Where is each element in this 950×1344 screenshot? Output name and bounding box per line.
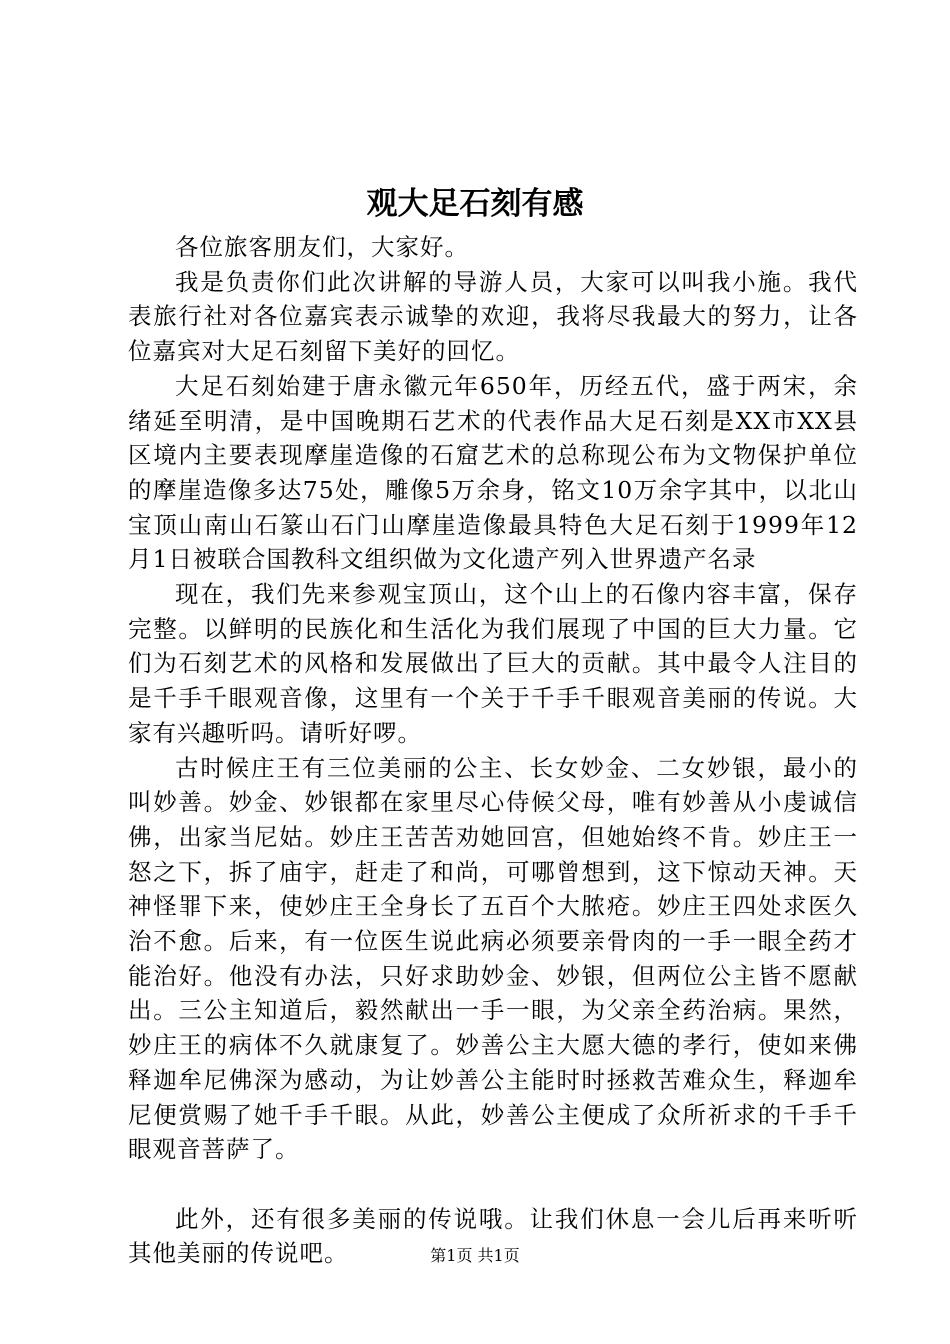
paragraph-greeting: 各位旅客朋友们，大家好。 <box>175 233 469 261</box>
paragraph-baodingshan: 现在，我们先来参观宝顶山，这个山上的石像内容丰富，保存完整。以鲜明的民族化和生活化为我们展现了中国的巨大力量。它们为石刻艺术的风格和发展做出了巨大的贡献。其中最令人注目的是千手千眼观音像，这里有一个关于千手千眼观音美丽的传说。大家有兴趣听吗。请听好啰。 <box>128 580 858 747</box>
page-footer: 第1页 共1页 <box>430 1246 520 1265</box>
paragraph-history: 大足石刻始建于唐永徽元年650年，历经五代，盛于两宋，余绪延至明清，是中国晚期石艺术的代表作品大足石刻是XX市XX县区境内主要表现摩崖造像的石窟艺术的总称现公布为文物保护单位的摩崖造像多达75处，雕像5万余身，铭文10万余字其中，以北山宝顶山南山石篆山石门山摩崖造像最具特色大足石刻于1999年12月1日被联合国教科文组织做为文化遗产列入世界遗产名录 <box>128 371 858 574</box>
paragraph-introduction: 我是负责你们此次讲解的导游人员，大家可以叫我小施。我代表旅行社对各位嘉宾表示诚挚的欢迎，我将尽我最大的努力，让各位嘉宾对大足石刻留下美好的回忆。 <box>128 267 858 366</box>
paragraph-spacer <box>128 1167 858 1202</box>
paragraph-legend: 古时候庄王有三位美丽的公主、长女妙金、二女妙银，最小的叫妙善。妙金、妙银都在家里尽心侍候父母，唯有妙善从小虔诚信佛，出家当尼姑。妙庄王苦苦劝她回宫，但她始终不肯。妙庄王一怒之下，拆了庙宇，赶走了和尚，可哪曾想到，这下惊动天神。天神怪罪下来，使妙庄王全身长了五百个大脓疮。妙庄王四处求医久治不愈。后来，有一位医生说此病必须要亲骨肉的一手一眼全药才能治好。他没有办法，只好求助妙金、妙银，但两位公主皆不愿献出。三公主知道后，毅然献出一手一眼，为父亲全药治病。果然，妙庄王的病体不久就康复了。妙善公主大愿大德的孝行，使如来佛释迦牟尼佛深为感动，为让妙善公主能时时拯救苦难众生，释迦牟尼便赏赐了她千手千眼。从此，妙善公主便成了众所祈求的千手千眼观音菩萨了。 <box>128 753 858 1164</box>
document-title: 观大足石刻有感 <box>366 186 584 222</box>
document-body <box>128 230 858 1271</box>
paragraph-closing: 此外，还有很多美丽的传说哦。让我们休息一会儿后再来听听其他美丽的传说吧。 <box>128 1204 858 1268</box>
